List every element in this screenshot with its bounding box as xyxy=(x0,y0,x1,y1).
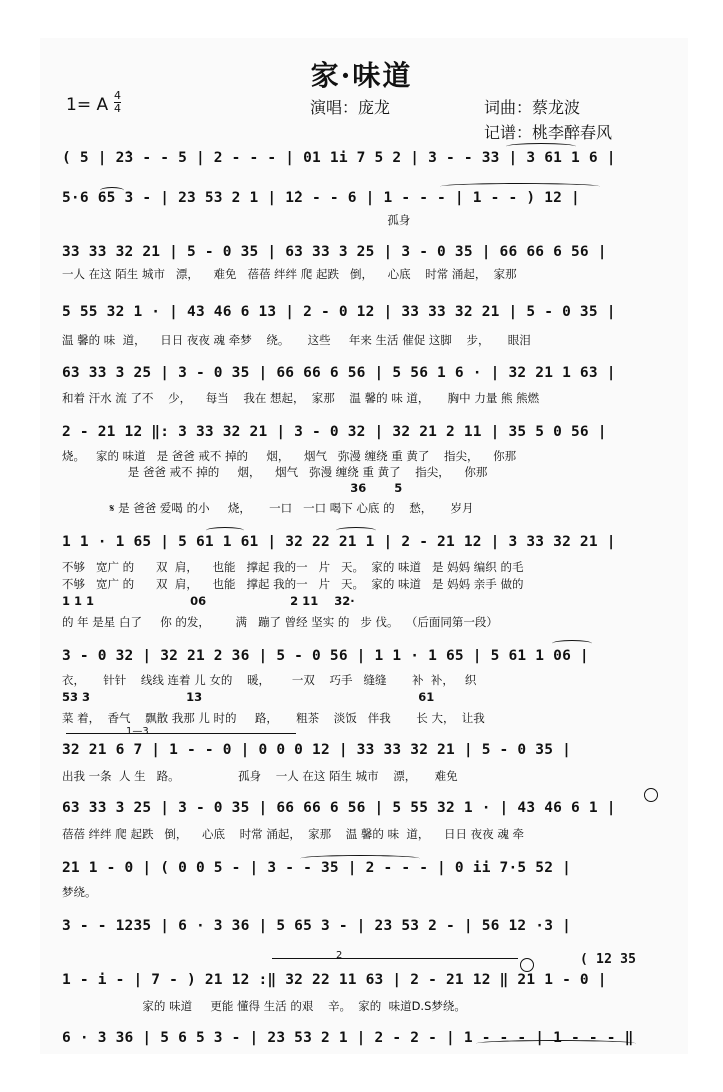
volta-2-label: 2 xyxy=(336,950,343,961)
lyrics-row-5a: 和着 汗水 流 了不 少， 每当 我在 想起， 家那 温 馨的 味 道， 胸中 力量 熊 熊燃 xyxy=(62,391,540,405)
time-signature xyxy=(114,90,121,115)
notation-row-9: 32 21 6 7 | 1 - - 0 | 0 0 0 12 | 33 33 32 21 | 5 - 0 35 | xyxy=(62,742,571,758)
lyrics-row-8b: 53 3 13 61 xyxy=(62,690,435,704)
lyrics-row-6a: 烧。 家的 味道 是 爸爸 戒不 掉的 烟， 烟气 弥漫 缠绕 重 黄了 指尖， 你那 xyxy=(62,449,517,463)
slur-arc xyxy=(300,855,420,862)
notation-row-2: 5·6 65 3 - | 23 53 2 1 | 1̇2 - - 6 | 1 - - - | 1 - - ) 12 | xyxy=(62,190,580,206)
slur-arc xyxy=(476,1040,636,1047)
singer-credit: 演唱：庞龙 xyxy=(310,98,391,117)
lyrics-row-7a: 不够 宽广 的 双 肩， 也能 撑起 我的一 片 天。 家的 味道 是 妈妈 编织 的毛 xyxy=(62,560,524,574)
slur-arc xyxy=(336,527,376,534)
coda-sign-1 xyxy=(644,788,658,802)
slur-arc xyxy=(506,143,576,150)
notation-row-13: 1 - i - | 7 - ) 21 12 :‖ 32 22 11 63 | 2 - 21 12 ‖ 21 1 - 0 | xyxy=(62,972,607,988)
volta-2-bracket xyxy=(272,958,518,963)
notation-row-11: 21 1 - 0 | ( 0 0 5 - | 3 - - 35 | 2 - - - | 0 ii 7·5 52 | xyxy=(62,860,571,876)
lyrics-row-6c: 36 5 xyxy=(62,481,403,495)
lyrics-row-11a: 梦绕。 xyxy=(62,885,97,899)
notation-row-12: 3 - - 1235 | 6 · 3 36 | 5 65 3 - | 23 53 2 - | 56 12 ·3 | xyxy=(62,918,571,934)
slur-arc xyxy=(440,183,600,190)
slur-arc xyxy=(552,640,592,647)
notation-row-1: ( 5 | 2̇3 - - 5 | 2 - - - | 01 1i 7 5 2 | 3 - - 33 | 3 61 1 6 | xyxy=(62,150,616,166)
slur-arc xyxy=(100,187,124,194)
transcriber-credit: 记谱：桃李醉春风 xyxy=(484,123,613,142)
volta-1-3-label: 1—3 xyxy=(126,726,149,737)
lyrics-row-4a: 温 馨的 味 道， 日日 夜夜 魂 牵梦 绕。 这些 年来 生活 催促 这脚 步， 眼泪 xyxy=(62,333,531,347)
song-title: 家·味道 xyxy=(310,59,413,92)
lyrics-row-7c: 1 1 1 06 2 11 32· xyxy=(62,594,355,608)
lyrics-row-3a: 一人 在这 陌生 城市 漂， 难免 蓓蓓 绊绊 爬 起跌 倒， 心底 时常 涌起， 家那 xyxy=(62,267,517,281)
notation-row-10: 63 33 3 25 | 3 - 0 35 | 66 66 6 56 | 5 55 32 1 · | 43 46 6 1 | xyxy=(62,800,616,816)
time-top: 4 xyxy=(114,89,121,102)
notation-row-14: 6 · 3 36 | 5 6 5 3 - | 23 53 2 1 | 2 - 2 - | 1 - - - | 1 - - - ‖ xyxy=(62,1030,634,1046)
lyrics-row-9a: 出我 一条 人 生 路。 孤身 一人 在这 陌生 城市 漂， 难免 xyxy=(62,769,458,783)
lyrics-row-7d: 的 年 是星 白了 你 的发， 满 蹦了 曾经 坚实 的 步 伐。 （后面同第一段） xyxy=(62,615,498,629)
notation-row-6: 2 - 21 12 ‖: 3 33 32 21 | 3 - 0 32 | 32 21 2 11 | 35 5 0 56 | xyxy=(62,424,607,440)
notation-row-4: 5 55 32 1 · | 43 46 6 13 | 2 - 0 12 | 33 33 32 21 | 5 - 0 35 | xyxy=(62,304,616,320)
key-signature: 1= A xyxy=(66,95,109,115)
coda-pickup-notes: ( 12 35 xyxy=(580,952,637,967)
notation-row-8: 3 - 0 32 | 32 21 2 36 | 5 - 0 56 | 1 1 · 1 65 | 5 61 1 06 | xyxy=(62,648,589,664)
composer-credit: 词曲：蔡龙波 xyxy=(484,98,581,117)
coda-sign-2 xyxy=(520,958,534,972)
lyrics-row-13a: 家的 味道 更能 懂得 生活 的艰 辛。 家的 味道D.S梦绕。 xyxy=(62,999,466,1013)
notation-row-5: 63 33 3 25 | 3 - 0 35 | 66 66 6 56 | 5 56 1 6 · | 32 21 1 63 | xyxy=(62,365,616,381)
lyrics-row-8a: 衣， 针针 线线 连着 儿 女的 暖， 一双 巧手 缝缝 补 补， 织 xyxy=(62,673,477,687)
lyrics-row-6b: 是 爸爸 戒不 掉的 烟， 烟气 弥漫 缠绕 重 黄了 指尖， 你那 xyxy=(62,465,488,479)
notation-row-7: 1 1 · 1 65 | 5 61 1 61 | 32 22 21 1 | 2 - 21 12 | 3 33 32 21 | xyxy=(62,534,616,550)
lyrics-row-10a: 蓓蓓 绊绊 爬 起跌 倒， 心底 时常 涌起， 家那 温 馨的 味 道， 日日 夜夜 魂 牵 xyxy=(62,827,524,841)
notation-row-3: 33 33 32 21 | 5 - 0 35 | 63 33 3 25 | 3 - 0 35 | 66 66 6 56 | xyxy=(62,244,607,260)
lyrics-row-2a: 孤身 xyxy=(62,213,411,227)
time-bottom: 4 xyxy=(114,102,121,115)
slur-arc xyxy=(206,527,244,534)
lyrics-row-8c: 菜 着， 香气 飘散 我那 儿 时的 路， 粗茶 淡饭 伴我 长 大， 让我 xyxy=(62,711,485,725)
lyrics-row-7b: 不够 宽广 的 双 肩， 也能 撑起 我的一 片 天。 家的 味道 是 妈妈 亲手 做的 xyxy=(62,577,524,591)
lyrics-row-6d: 𝄋 是 爸爸 爱喝 的小 烧， 一口 一口 喝下 心底 的 愁， 岁月 xyxy=(62,501,474,515)
